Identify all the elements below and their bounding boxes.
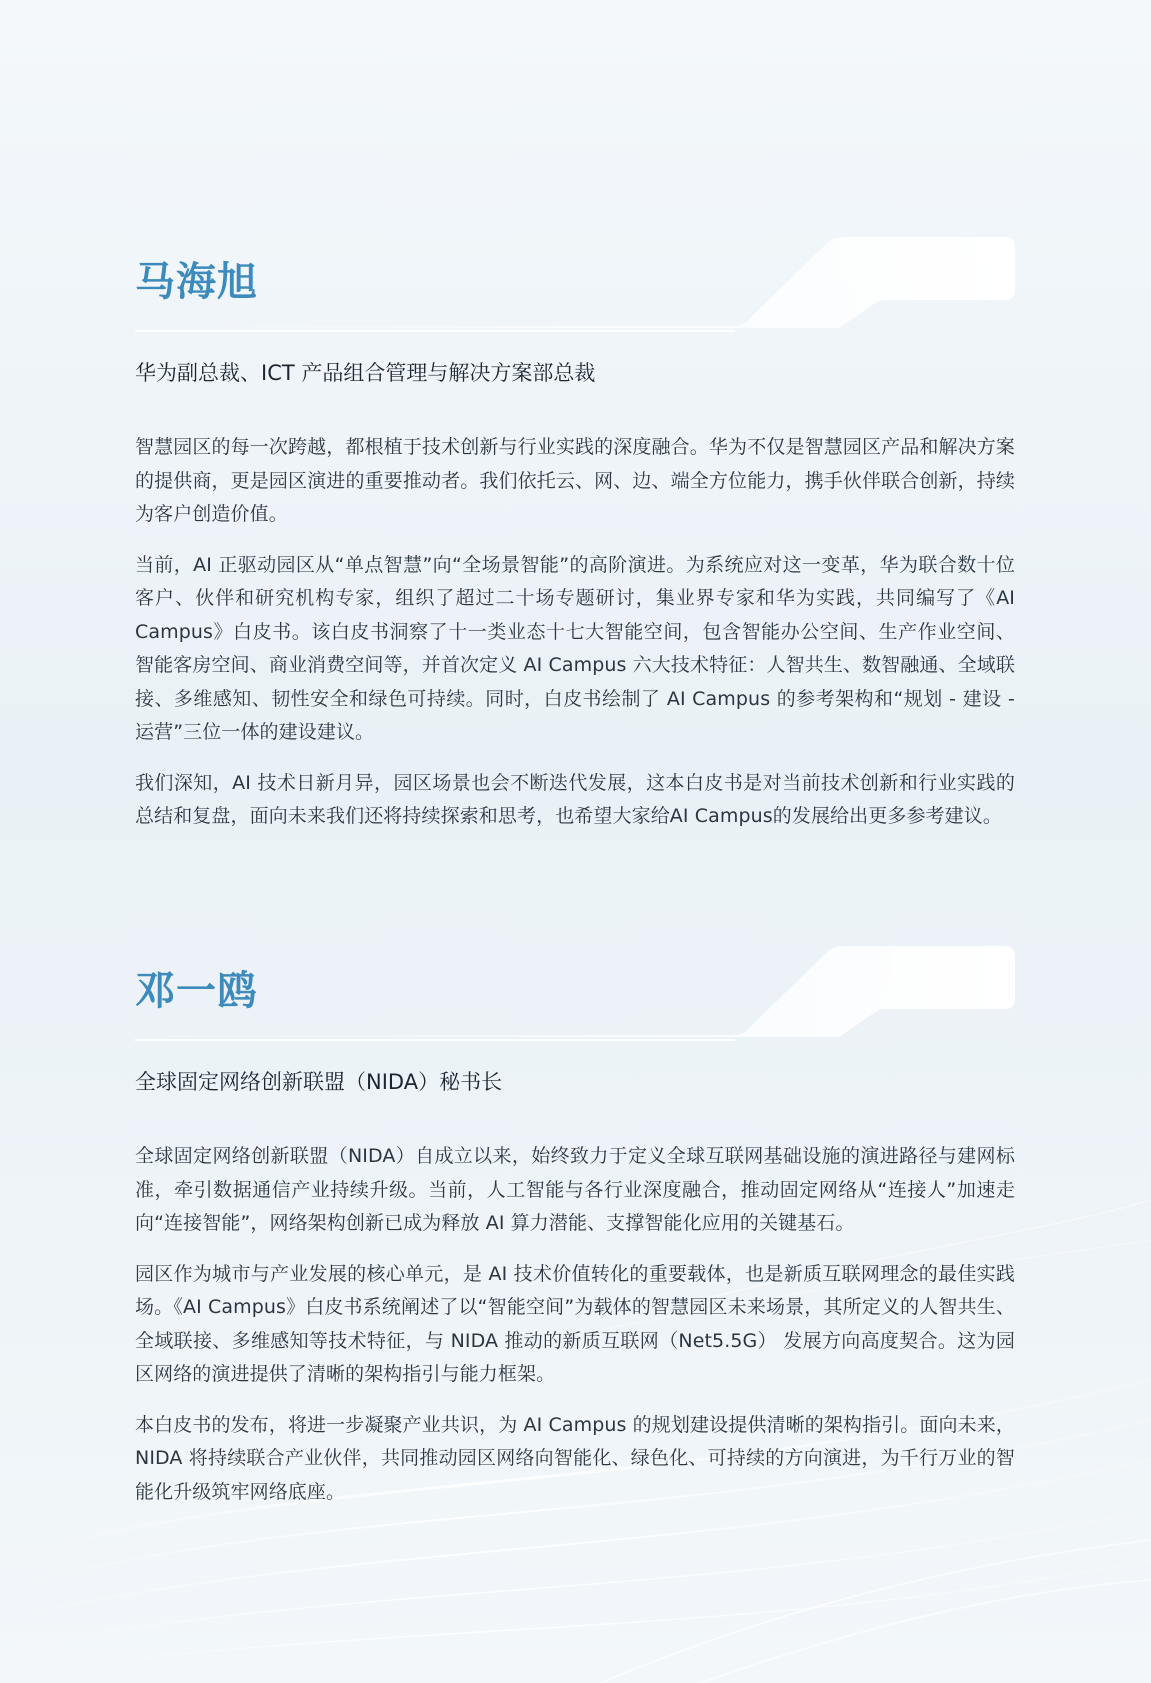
profile-section-1 — [135, 236, 1015, 851]
person-name: 邓一鸥 — [135, 968, 258, 1014]
person-title: 华为副总裁、ICT 产品组合管理与解决方案部总裁 — [135, 361, 596, 385]
section-header-band — [135, 945, 1015, 1045]
statement-body — [135, 431, 1015, 834]
section-header-band — [135, 236, 1015, 336]
paragraph: 当前，AI 正驱动园区从“单点智慧”向“全场景智能”的高阶演进。为系统应对这一变革，华为联合数十位客户、伙伴和研究机构专家，组织了超过二十场专题研讨，集业界专家和华为实践，共同编写了《AI Campus》白皮书。该白皮书洞察了十一类业态十七大智能空间，包含智能办公空间、生产作业空间、智能客房空间、商业消费空间等，并首次定义 AI Campus 六大技术特征：人智共生、数智融通、全域联接、多维感知、韧性安全和绿色可持续。同时，白皮书绘制了 AI Campus 的参考架构和“规划 - 建设 - 运营”三位一体的建设建议。 — [135, 553, 1015, 744]
paragraph: 全球固定网络创新联盟（NIDA）自成立以来，始终致力于定义全球互联网基础设施的演进路径与建网标准，牵引数据通信产业持续升级。当前，人工智能与各行业深度融合，推动固定网络从“连接人”加速走向“连接智能”，网络架构创新已成为释放 AI 算力潜能、支撑智能化应用的关键基石。 — [135, 1145, 1015, 1235]
paragraph: 园区作为城市与产业发展的核心单元，是 AI 技术价值转化的重要载体，也是新质互联网理念的最佳实践场。《AI Campus》白皮书系统阐述了以“智能空间”为载体的智慧园区未来场景，其所定义的人智共生、全域联接、多维感知等技术特征，与 NIDA 推动的新质互联网（Net5.5G） 发展方向高度契合。这为园区网络的演进提供了清晰的架构指引与能力框架。 — [135, 1262, 1015, 1386]
header-decoration — [135, 945, 1015, 1045]
paragraph: 智慧园区的每一次跨越，都根植于技术创新与行业实践的深度融合。华为不仅是智慧园区产品和解决方案的提供商，更是园区演进的重要推动者。我们依托云、网、边、端全方位能力，携手伙伴联合创新，持续为客户创造价值。 — [135, 436, 1015, 526]
paragraph: 本白皮书的发布，将进一步凝聚产业共识，为 AI Campus 的规划建设提供清晰的架构指引。面向未来，NIDA 将持续联合产业伙伴，共同推动园区网络向智能化、绿色化、可持续的方向演进，为千行万业的智能化升级筑牢网络底座。 — [135, 1413, 1015, 1503]
person-name: 马海旭 — [135, 259, 258, 305]
profile-section-2 — [135, 945, 1015, 1526]
statement-body — [135, 1140, 1015, 1509]
paragraph: 我们深知，AI 技术日新月异，园区场景也会不断迭代发展，这本白皮书是对当前技术创新和行业实践的总结和复盘，面向未来我们还将持续探索和思考，也希望大家给AI Campus的发展给出更多参考建议。 — [135, 771, 1015, 828]
person-title: 全球固定网络创新联盟（NIDA）秘书长 — [135, 1070, 503, 1094]
header-decoration — [135, 236, 1015, 336]
